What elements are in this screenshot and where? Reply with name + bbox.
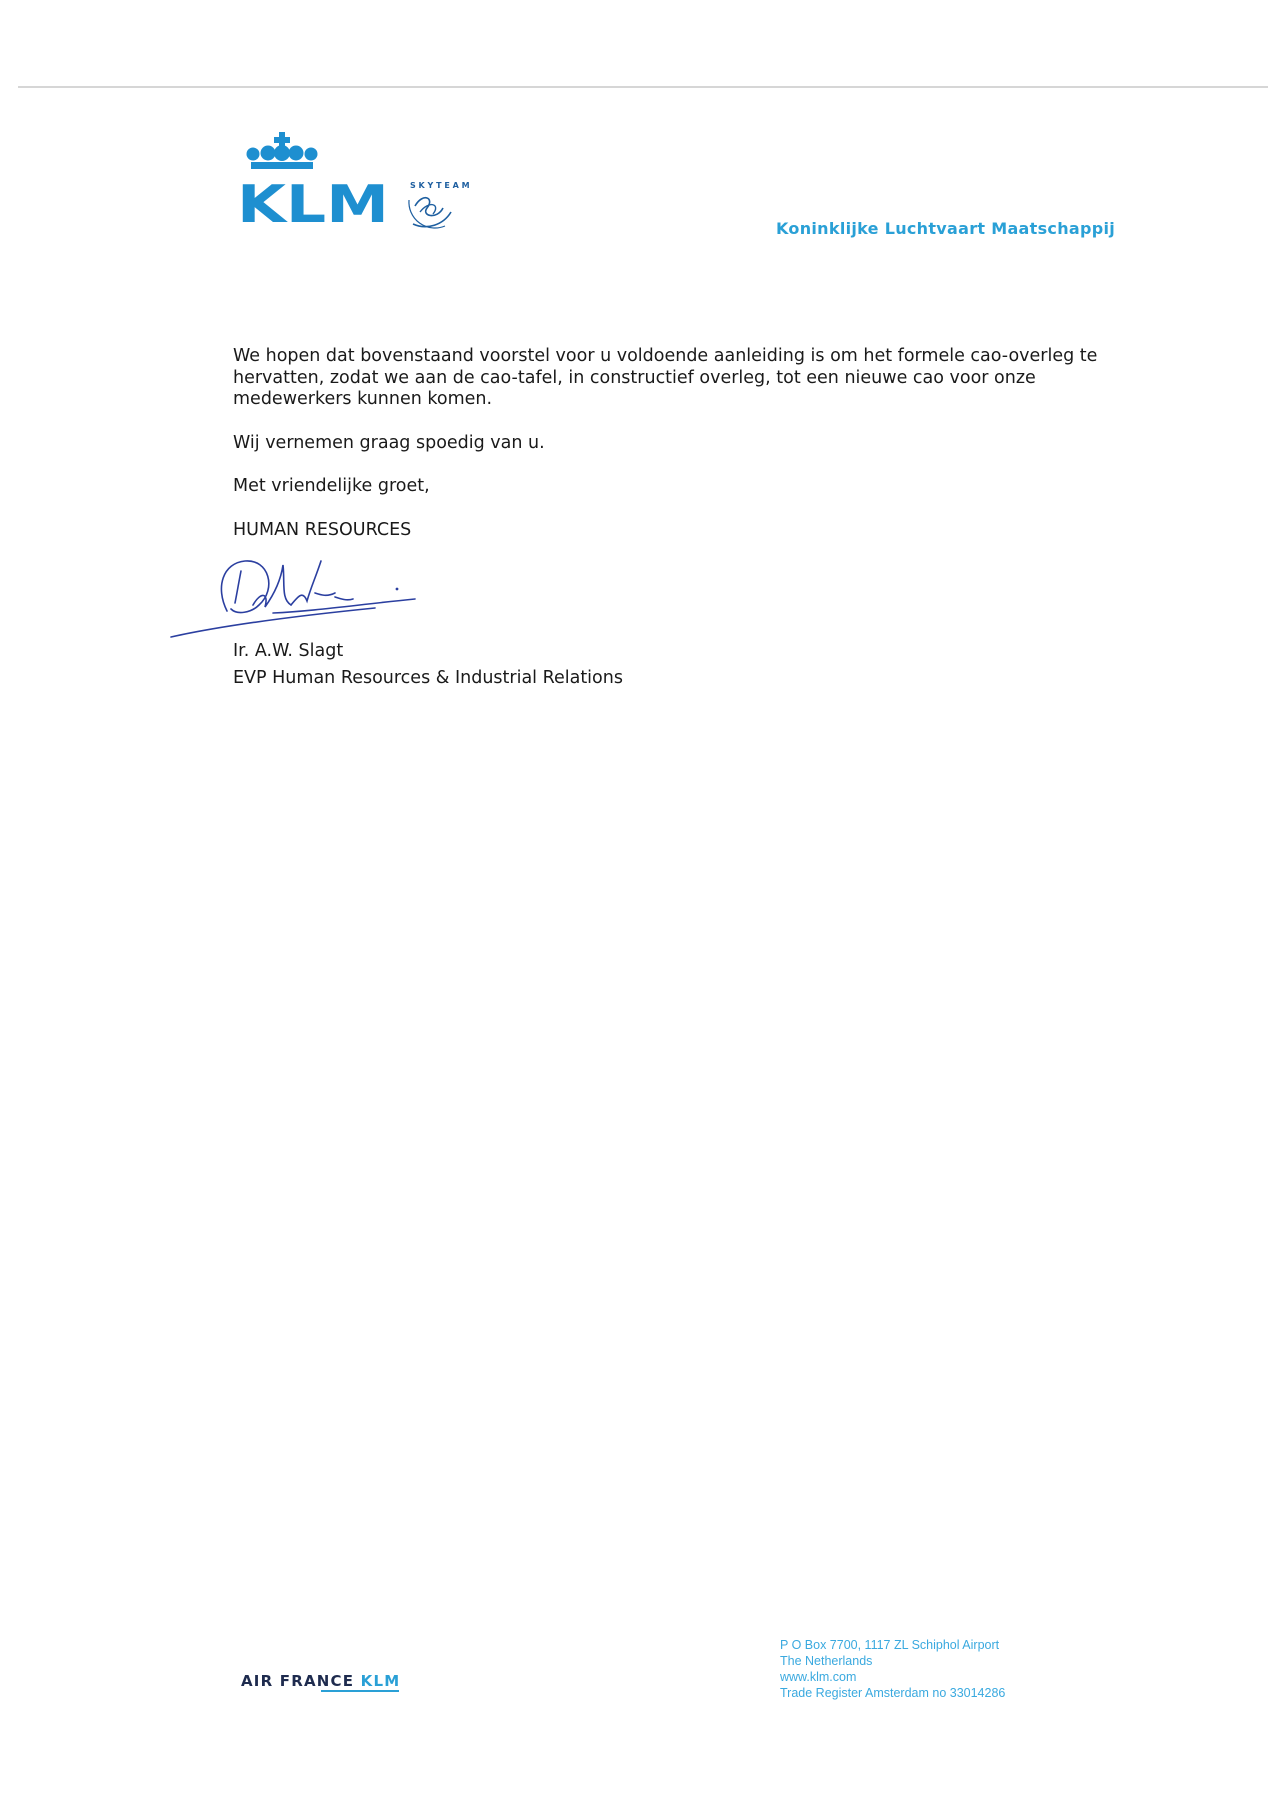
company-name: Koninklijke Luchtvaart Maatschappij <box>776 219 1116 238</box>
letter-body <box>233 346 1133 541</box>
group-logo-underline <box>321 1690 399 1692</box>
website-link[interactable]: www.klm.com <box>780 1670 857 1684</box>
svg-text:S K Y T E A M: S K Y T E A M <box>410 181 470 190</box>
air-france-klm-logo <box>241 1672 400 1690</box>
signature <box>165 553 425 643</box>
address-line: P O Box 7700, 1117 ZL Schiphol Airport <box>780 1638 1000 1652</box>
letter-paragraph: We hopen dat bovenstaand voorstel voor u voldoende aanleiding is om het formele cao-overleg te hervatten, zodat we aan de cao-tafel, in constructief overleg, tot een nieuwe cao voor onze medewerkers kunnen komen. <box>233 346 1098 409</box>
trade-register: Trade Register Amsterdam no 33014286 <box>780 1686 1006 1700</box>
footer-address <box>780 1637 1005 1701</box>
closing-salutation: Met vriendelijke groet, <box>233 476 430 496</box>
klm-logo <box>237 128 477 248</box>
signatory-name: Ir. A.W. Slagt <box>233 641 344 661</box>
department-name: HUMAN RESOURCES <box>233 519 412 540</box>
letter-paragraph: Wij vernemen graag spoedig van u. <box>233 432 545 453</box>
skyteam-logo <box>409 181 470 228</box>
signatory-block <box>233 638 623 692</box>
klm-crown-logo <box>237 128 477 248</box>
scan-edge-rule <box>18 86 1268 88</box>
signatory-title: EVP Human Resources & Industrial Relations <box>233 668 623 688</box>
group-logo-klm: KLM <box>360 1672 401 1690</box>
group-logo-air-france: AIR FRANCE <box>241 1672 355 1690</box>
klm-wordmark: KLM <box>237 175 389 235</box>
address-line: The Netherlands <box>780 1654 873 1668</box>
